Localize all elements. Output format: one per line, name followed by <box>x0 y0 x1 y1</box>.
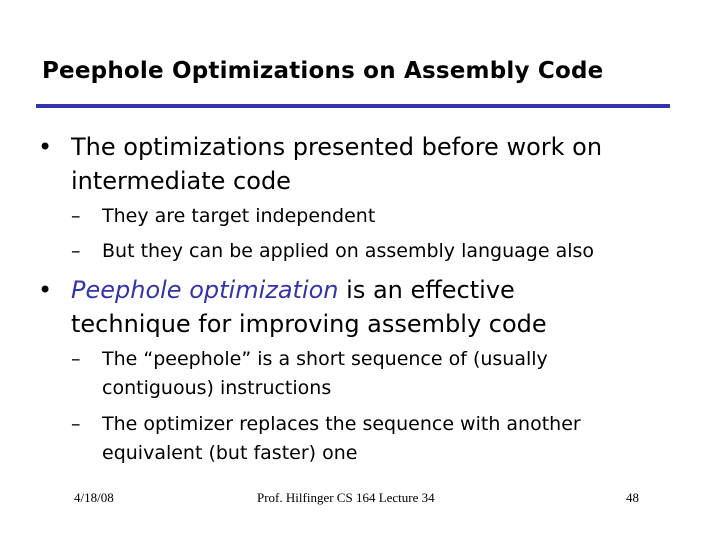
bullet-2-line-2: technique for improving assembly code <box>71 310 547 338</box>
slide-title: Peephole Optimizations on Assembly Code <box>42 58 604 84</box>
sub-bullet-dash: – <box>71 348 81 370</box>
footer-date: 4/18/08 <box>74 490 114 505</box>
bullet-1-line-1: The optimizations presented before work on <box>71 133 603 161</box>
bullet-2-line-1 <box>71 275 515 306</box>
sub-bullet-2-1-line-2: contiguous) instructions <box>102 377 332 399</box>
sub-bullet-1-2-text: But they can be applied on assembly language also <box>102 240 595 262</box>
bullet-2-line-1-rest: is an effective <box>338 276 515 304</box>
sub-bullet-dash: – <box>71 413 81 435</box>
sub-bullet-1-1-text: They are target independent <box>102 205 376 227</box>
bullet-dot: • <box>38 276 53 304</box>
sub-bullet-2-2-line-2: equivalent (but faster) one <box>102 442 358 464</box>
sub-bullet-dash: – <box>71 240 81 262</box>
bullet-1-line-2: intermediate code <box>71 167 291 195</box>
emphasized-term: Peephole optimization <box>71 276 339 304</box>
bullet-dot: • <box>38 133 53 161</box>
footer-credit: Prof. Hilfinger CS 164 Lecture 34 <box>257 490 435 505</box>
title-underline <box>36 104 670 108</box>
footer-page-number: 48 <box>626 490 639 505</box>
sub-bullet-2-1-line-1: The “peephole” is a short sequence of (usually <box>102 348 548 370</box>
sub-bullet-2-2-line-1: The optimizer replaces the sequence with another <box>102 413 581 435</box>
sub-bullet-dash: – <box>71 205 81 227</box>
